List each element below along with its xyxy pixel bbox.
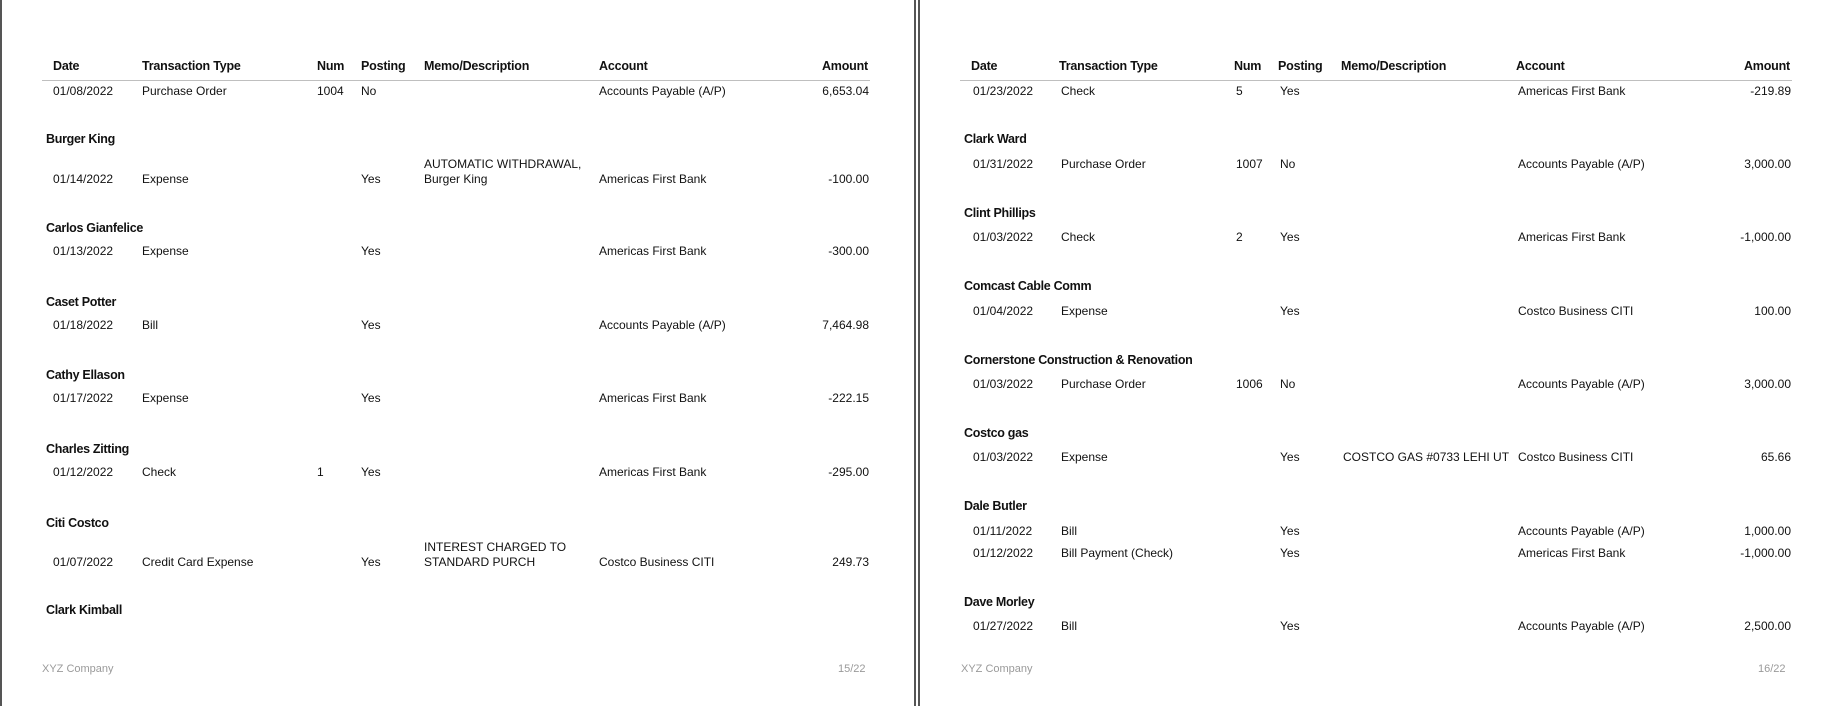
- header-memo: Memo/Description: [1341, 59, 1447, 73]
- cell-transaction-type: Expense: [142, 391, 189, 405]
- cell-posting: Yes: [1280, 84, 1300, 98]
- report-entries: [920, 0, 1836, 706]
- table-row: [2, 540, 914, 573]
- vendor-group-title: Dale Butler: [964, 499, 1027, 513]
- vendor-group-title: Clark Ward: [964, 132, 1027, 146]
- header-memo: Memo/Description: [424, 59, 530, 73]
- cell-memo: AUTOMATIC WITHDRAWAL, Burger King: [424, 157, 582, 186]
- cell-posting: Yes: [361, 172, 381, 186]
- cell-account: Costco Business CITI: [1518, 304, 1634, 318]
- header-posting: Posting: [1278, 59, 1323, 73]
- cell-account: Americas First Bank: [599, 172, 707, 186]
- cell-amount: -1,000.00: [1740, 546, 1791, 560]
- cell-account: Americas First Bank: [599, 244, 707, 258]
- header-transaction-type: Transaction Type: [1059, 59, 1158, 73]
- cell-transaction-type: Bill: [1061, 524, 1078, 538]
- cell-amount: -219.89: [1750, 84, 1791, 98]
- cell-date: 01/03/2022: [973, 377, 1034, 391]
- cell-transaction-type: Check: [1061, 84, 1096, 98]
- cell-account: Americas First Bank: [1518, 230, 1626, 244]
- cell-account: Accounts Payable (A/P): [1518, 619, 1645, 633]
- cell-posting: Yes: [361, 555, 381, 569]
- cell-date: 01/23/2022: [973, 84, 1034, 98]
- header-num: Num: [1234, 59, 1262, 73]
- cell-date: 01/17/2022: [53, 391, 114, 405]
- cell-date: 01/18/2022: [53, 318, 114, 332]
- cell-amount: 2,500.00: [1744, 619, 1791, 633]
- vendor-group-title: Dave Morley: [964, 595, 1035, 609]
- cell-date: 01/14/2022: [53, 172, 114, 186]
- cell-transaction-type: Expense: [142, 244, 189, 258]
- report-entries: [2, 0, 914, 706]
- cell-num: 1007: [1236, 157, 1263, 171]
- cell-account: Americas First Bank: [1518, 84, 1626, 98]
- cell-posting: Yes: [1280, 230, 1300, 244]
- cell-amount: 100.00: [1754, 304, 1791, 318]
- cell-transaction-type: Purchase Order: [1061, 377, 1146, 391]
- cell-transaction-type: Bill: [1061, 619, 1078, 633]
- table-row: [2, 391, 914, 409]
- cell-posting: Yes: [1280, 619, 1300, 633]
- cell-posting: Yes: [361, 318, 381, 332]
- cell-memo: INTEREST CHARGED TO STANDARD PURCH: [424, 540, 567, 569]
- table-row: [920, 230, 1836, 248]
- cell-memo: COSTCO GAS #0733 LEHI UT: [1343, 450, 1510, 464]
- vendor-group-title: Charles Zitting: [46, 442, 130, 456]
- vendor-group-title: Caset Potter: [46, 295, 117, 309]
- table-row: [2, 318, 914, 336]
- vendor-group-title: Cornerstone Construction & Renovation: [964, 353, 1193, 367]
- cell-account: Americas First Bank: [599, 391, 707, 405]
- cell-amount: 65.66: [1760, 450, 1791, 464]
- cell-date: 01/07/2022: [53, 555, 114, 569]
- cell-posting: No: [1280, 377, 1296, 391]
- cell-date: 01/31/2022: [973, 157, 1034, 171]
- cell-posting: Yes: [361, 244, 381, 258]
- cell-amount: 6,653.04: [822, 84, 869, 98]
- footer-company: XYZ Company: [42, 663, 114, 675]
- cell-transaction-type: Bill: [142, 318, 159, 332]
- cell-transaction-type: Purchase Order: [1061, 157, 1146, 171]
- table-row: [920, 619, 1836, 637]
- cell-transaction-type: Expense: [1061, 304, 1108, 318]
- cell-date: 01/12/2022: [973, 546, 1034, 560]
- cell-account: Americas First Bank: [599, 465, 707, 479]
- footer-company: XYZ Company: [961, 663, 1033, 675]
- vendor-group-title: Citi Costco: [46, 516, 109, 530]
- vendor-group-title: Clark Kimball: [46, 603, 122, 617]
- table-row: [2, 244, 914, 262]
- cell-date: 01/04/2022: [973, 304, 1034, 318]
- cell-account: Accounts Payable (A/P): [599, 84, 726, 98]
- cell-transaction-type: Expense: [1061, 450, 1108, 464]
- cell-transaction-type: Check: [1061, 230, 1096, 244]
- cell-amount: 1,000.00: [1744, 524, 1791, 538]
- header-account: Account: [1516, 59, 1565, 73]
- footer-page-number: 16/22: [1758, 663, 1786, 675]
- header-posting: Posting: [361, 59, 406, 73]
- header-amount: Amount: [1743, 59, 1790, 73]
- cell-date: 01/27/2022: [973, 619, 1034, 633]
- cell-account: Accounts Payable (A/P): [1518, 157, 1645, 171]
- cell-amount: -1,000.00: [1740, 230, 1791, 244]
- header-date: Date: [53, 59, 80, 73]
- cell-date: 01/12/2022: [53, 465, 114, 479]
- cell-num: 1004: [317, 84, 344, 98]
- table-row: [920, 377, 1836, 395]
- cell-posting: No: [361, 84, 377, 98]
- table-row: [2, 84, 914, 102]
- cell-posting: Yes: [1280, 304, 1300, 318]
- cell-posting: Yes: [361, 465, 381, 479]
- cell-account: Accounts Payable (A/P): [1518, 377, 1645, 391]
- report-page-right: [918, 0, 1836, 706]
- cell-amount: -222.15: [828, 391, 869, 405]
- cell-amount: -300.00: [828, 244, 869, 258]
- vendor-group-title: Clint Phillips: [964, 206, 1036, 220]
- cell-account: Accounts Payable (A/P): [599, 318, 726, 332]
- cell-transaction-type: Expense: [142, 172, 189, 186]
- cell-transaction-type: Credit Card Expense: [142, 555, 254, 569]
- cell-amount: 249.73: [832, 555, 869, 569]
- cell-posting: Yes: [1280, 524, 1300, 538]
- cell-amount: -295.00: [828, 465, 869, 479]
- cell-posting: Yes: [1280, 450, 1300, 464]
- vendor-group-title: Carlos Gianfelice: [46, 221, 144, 235]
- cell-amount: 3,000.00: [1744, 157, 1791, 171]
- header-num: Num: [317, 59, 345, 73]
- cell-account: Costco Business CITI: [599, 555, 715, 569]
- cell-num: 2: [1236, 230, 1243, 244]
- cell-num: 5: [1236, 84, 1243, 98]
- cell-transaction-type: Check: [142, 465, 177, 479]
- cell-date: 01/03/2022: [973, 450, 1034, 464]
- table-row: [2, 157, 914, 190]
- table-row: [2, 465, 914, 483]
- cell-posting: Yes: [361, 391, 381, 405]
- footer-page-number: 15/22: [838, 663, 866, 675]
- vendor-group-title: Burger King: [46, 132, 115, 146]
- cell-amount: -100.00: [828, 172, 869, 186]
- cell-num: 1006: [1236, 377, 1263, 391]
- cell-amount: 7,464.98: [822, 318, 869, 332]
- cell-posting: No: [1280, 157, 1296, 171]
- cell-account: Americas First Bank: [1518, 546, 1626, 560]
- report-page-left: [0, 0, 916, 706]
- cell-num: 1: [317, 465, 324, 479]
- cell-date: 01/03/2022: [973, 230, 1034, 244]
- table-row: [920, 84, 1836, 102]
- cell-posting: Yes: [1280, 546, 1300, 560]
- table-row: [920, 546, 1836, 564]
- cell-date: 01/08/2022: [53, 84, 114, 98]
- cell-amount: 3,000.00: [1744, 377, 1791, 391]
- table-row: [920, 450, 1836, 468]
- header-transaction-type: Transaction Type: [142, 59, 241, 73]
- header-account: Account: [599, 59, 648, 73]
- vendor-group-title: Comcast Cable Comm: [964, 279, 1092, 293]
- cell-account: Accounts Payable (A/P): [1518, 524, 1645, 538]
- cell-transaction-type: Bill Payment (Check): [1061, 546, 1174, 560]
- vendor-group-title: Cathy Ellason: [46, 368, 125, 382]
- cell-account: Costco Business CITI: [1518, 450, 1634, 464]
- header-date: Date: [971, 59, 998, 73]
- cell-transaction-type: Purchase Order: [142, 84, 227, 98]
- header-amount: Amount: [821, 59, 868, 73]
- table-row: [920, 157, 1836, 175]
- vendor-group-title: Costco gas: [964, 426, 1029, 440]
- cell-date: 01/11/2022: [973, 524, 1033, 538]
- cell-date: 01/13/2022: [53, 244, 114, 258]
- table-row: [920, 524, 1836, 542]
- table-row: [920, 304, 1836, 322]
